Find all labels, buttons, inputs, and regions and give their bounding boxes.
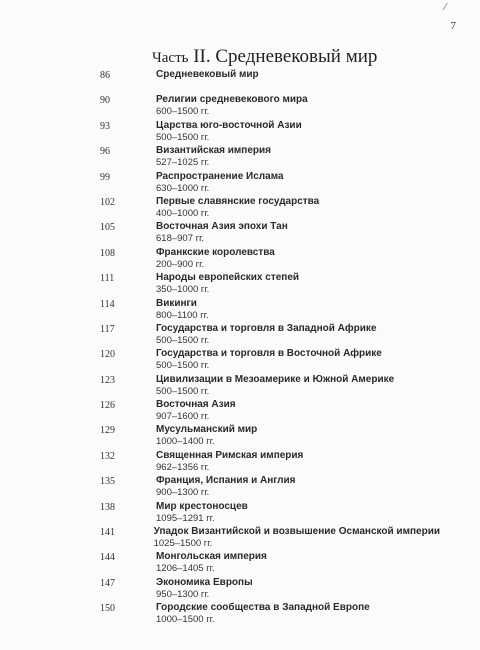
toc-entry-text: [156, 272, 299, 295]
toc-entry-title: Городские сообщества в Западной Европе: [156, 602, 370, 614]
toc-entry-dates: 1095–1291 гг.: [156, 512, 215, 524]
toc-entry-dates: 907–1600 гг.: [156, 411, 210, 423]
toc-page-number: 96: [100, 146, 110, 158]
toc-entry-dates: 1000–1500 гг.: [156, 614, 215, 626]
toc-entry-text: [154, 526, 440, 549]
toc-entry-title: Народы европейских степей: [156, 272, 300, 284]
part-number: II.: [193, 46, 211, 67]
toc-entry-title: Средневековый мир: [156, 69, 259, 80]
toc-entry-title: Франция, Испания и Англия: [156, 475, 296, 487]
toc-entry-text: [156, 196, 319, 219]
toc-entry-text: [156, 221, 288, 244]
toc-entry-title: Мир крестоносцев: [156, 500, 248, 512]
part-word: Часть: [152, 50, 189, 66]
toc-entry-text: [156, 577, 253, 600]
toc-page-number: 108: [100, 247, 115, 259]
toc-entry-title: Экономика Европы: [156, 576, 253, 588]
toc-entry-title: Распространение Ислама: [156, 170, 284, 182]
toc-entry: [100, 120, 440, 145]
toc-entry-text: [156, 475, 296, 498]
toc-entry-title: Царства юго-восточной Азии: [156, 119, 302, 131]
toc-page-number: 99: [100, 171, 110, 183]
toc-entry-title: Упадок Византийской и возвышение Османской империи: [153, 526, 440, 538]
toc-entry: [100, 323, 440, 348]
toc-entry-text: [156, 551, 267, 574]
toc-entry: [100, 348, 440, 373]
toc-page-number: 138: [100, 501, 115, 513]
toc-entry-text: [156, 501, 248, 524]
toc-entry: [100, 69, 440, 94]
toc-entry: [100, 577, 440, 602]
toc-entry: [100, 247, 440, 272]
toc-page-number: 123: [100, 374, 115, 386]
toc-entry-title: Византийская империя: [156, 145, 271, 157]
toc-entry-dates: 350–1000 гг.: [156, 284, 210, 296]
toc-entry-text: [156, 69, 259, 81]
toc-entry-dates: 950–1300 гг.: [156, 588, 210, 600]
toc-entry-title: Цивилизации в Мезоамерике и Южной Америке: [156, 373, 395, 385]
toc-entry: [100, 94, 440, 119]
toc-entry-text: [156, 120, 302, 143]
toc-page-number: 150: [100, 603, 115, 615]
toc-entry-text: [156, 145, 271, 168]
toc-page-number: 117: [100, 323, 115, 335]
toc-entry-dates: 900–1300 гг.: [156, 487, 210, 499]
toc-entry-title: Восточная Азия эпохи Тан: [156, 221, 288, 233]
toc-entry-title: Викинги: [156, 297, 197, 309]
toc-entry-dates: 962–1356 гг.: [156, 461, 210, 473]
toc-page-number: 102: [100, 196, 115, 208]
toc-entry-dates: 527–1025 гг.: [156, 157, 210, 169]
toc-entry: [100, 450, 440, 475]
toc-entry-dates: 500–1500 гг.: [156, 334, 210, 346]
toc-page-number: 105: [100, 222, 115, 234]
toc-entry-text: [156, 348, 382, 371]
toc-entry-dates: 500–1500 гг.: [156, 360, 210, 372]
toc-entry-dates: 1000–1400 гг.: [156, 436, 215, 448]
toc-entry-text: [156, 323, 376, 346]
toc-entry-dates: 500–1500 гг.: [156, 131, 210, 143]
toc-entry: [100, 424, 440, 449]
toc-entry-title: Государства и торговля в Западной Африке: [156, 322, 377, 334]
toc-entry-title: Религии средневекового мира: [156, 94, 308, 106]
toc-entry: [100, 145, 440, 170]
toc-page-number: 147: [100, 577, 115, 589]
toc-page-number: 144: [100, 552, 115, 564]
toc-entry-text: [156, 602, 370, 625]
toc-entry-title: Государства и торговля в Восточной Африке: [156, 348, 382, 360]
toc-page-number: 114: [100, 298, 115, 310]
toc-entry-dates: 800–1100 гг.: [156, 309, 209, 321]
toc-entry-title: Франкские королевства: [156, 246, 275, 258]
toc-entry-dates: 600–1500 гг.: [156, 106, 210, 118]
toc-entry-title: Восточная Азия: [156, 399, 236, 411]
toc-entry: [100, 501, 440, 526]
toc-entry-dates: 1206–1405 гг.: [156, 563, 215, 575]
toc-entry: [100, 196, 440, 221]
toc-entry-dates: 618–907 гг.: [156, 233, 205, 245]
toc-entry-text: [156, 450, 303, 473]
pen-mark-icon: ⁄: [444, 2, 446, 13]
toc-page-number: 129: [100, 425, 115, 437]
toc-entry: [100, 171, 440, 196]
toc-entry: [100, 602, 440, 627]
toc-entry-title: Монгольская империя: [156, 551, 267, 563]
toc-page-number: 93: [100, 120, 110, 132]
toc-entry-dates: 400–1000 гг.: [156, 207, 210, 219]
toc-page-number: 120: [100, 349, 115, 361]
toc-entry-dates: 500–1500 гг.: [156, 385, 210, 397]
toc-page-number: 132: [100, 450, 115, 462]
toc-page-number: 141: [100, 527, 115, 539]
page-title: [152, 46, 377, 68]
toc-page-number: 86: [100, 70, 110, 81]
toc-entry-title: Священная Римская империя: [156, 449, 304, 461]
toc-entry-text: [156, 171, 284, 194]
toc-entry: [100, 272, 440, 297]
toc-entry-text: [156, 94, 308, 117]
toc-entry-text: [156, 399, 236, 422]
section-title: Средневековый мир: [215, 46, 378, 67]
toc-entry-title: Первые славянские государства: [156, 195, 320, 207]
toc-page-number: 135: [100, 476, 115, 488]
toc-page-number: 111: [100, 273, 115, 285]
toc-page-number: 90: [100, 95, 110, 107]
toc-entry: [100, 526, 440, 551]
toc-entry: [100, 374, 440, 399]
toc-entry-text: [156, 374, 394, 397]
table-of-contents: [100, 69, 440, 628]
toc-entry-dates: 630–1000 гг.: [156, 182, 210, 194]
toc-entry-dates: 200–900 гг.: [156, 258, 205, 270]
toc-entry: [100, 551, 440, 576]
toc-entry-text: [156, 298, 209, 321]
toc-entry: [100, 399, 440, 424]
toc-entry-text: [156, 424, 257, 447]
toc-entry: [100, 221, 440, 246]
toc-entry-text: [156, 247, 275, 270]
toc-page-number: 126: [100, 400, 115, 412]
toc-entry-title: Мусульманский мир: [156, 424, 258, 436]
page-number: 7: [450, 20, 456, 32]
toc-entry-dates: 1025–1500 гг.: [153, 538, 213, 550]
toc-entry: [100, 298, 440, 323]
toc-entry: [100, 475, 440, 500]
